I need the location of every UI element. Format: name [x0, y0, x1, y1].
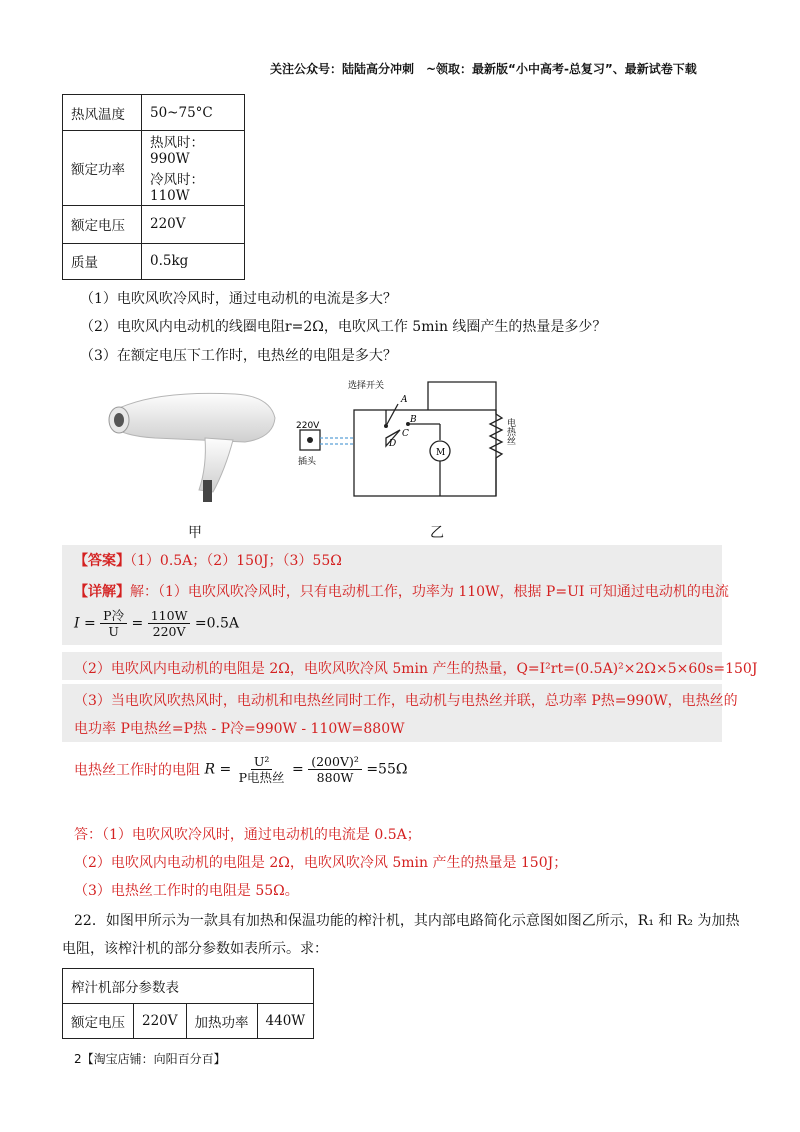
q22-line-2: 电阻，该榨汁机的部分参数如表所示。求： [62, 941, 328, 957]
voltage-value: 220V [142, 205, 245, 243]
question-1: （1）电吹风吹冷风时，通过电动机的电流是多大？ [80, 291, 397, 307]
eq2-den: P电热丝 [238, 770, 285, 785]
eq2-result: =55Ω [366, 761, 408, 778]
circuit-diagram [290, 378, 530, 503]
eq1-frac-b [148, 608, 191, 639]
eq1-den2: 220V [152, 624, 186, 639]
point-a-label: A [401, 395, 408, 405]
detail-tag: 【详解】 [74, 584, 130, 600]
eq2-frac-a [236, 754, 288, 785]
question-2: （2）电吹风内电动机的线圈电阻r=2Ω，电吹风工作 5min 线圈产生的热量是多少？ [80, 319, 607, 335]
answer-tag: 【答案】 [74, 553, 130, 569]
equation-1: I = $\frac{\text{P冷}}{U}$ = $\frac{110W}{220V}$ =0.5A [74, 608, 240, 639]
motor-symbol: M [436, 448, 446, 458]
mass-label: 质量 [63, 243, 142, 279]
page-footer: 2【淘宝店铺：向阳百分百】 [74, 1052, 226, 1066]
heater-label: 电热丝 [505, 418, 515, 445]
temp-label: 热风温度 [63, 95, 142, 131]
page-header: 关注公众号：陆陆高分冲刺 ~领取：最新版“小中高考-总复习”、最新试卷下载 [270, 62, 697, 76]
final-answer-2: （2）电吹风内电动机的电阻是 2Ω，电吹风吹冷风 5min 产生的热量是 150J； [74, 855, 568, 871]
mass-value: 0.5kg [142, 243, 245, 279]
eq1-num2: 110W [148, 608, 191, 624]
final-answer-3: （3）电热丝工作时的电阻是 55Ω。 [74, 883, 299, 899]
plug-voltage: 220V [296, 421, 320, 431]
eq2-lhs: R = [204, 761, 232, 778]
point-c-label: C [402, 429, 409, 439]
eq1-num: P冷 [100, 608, 127, 624]
eq1-lhs: I = [74, 615, 96, 632]
answer-line [74, 550, 342, 570]
eq2-num2: (200V)² [308, 754, 362, 770]
eq2-den2: 880W [316, 770, 354, 785]
juicer-voltage-label: 额定电压 [63, 1004, 134, 1039]
temp-value: 50~75°C [142, 95, 245, 131]
detail-line-1 [74, 581, 729, 601]
switch-label: 选择开关 [348, 381, 385, 391]
detail-1: 解：（1）电吹风吹冷风时，只有电动机工作，功率为 110W，根据 P=UI 可知通过电动机的电流 [130, 584, 729, 600]
hair-dryer-illustration [95, 380, 295, 505]
final-answer-1: 答：（1）电吹风吹冷风时，通过电动机的电流是 0.5A； [74, 827, 421, 843]
q22-line-1: 22．如图甲所示为一款具有加热和保温功能的榨汁机，其内部电路简化示意图如图乙所示，R₁ 和 R₂ 为加热 [74, 913, 740, 929]
detail-2: （2）电吹风内电动机的电阻是 2Ω，电吹风吹冷风 5min 产生的热量，Q=I²rt=(0.5A)²×2Ω×5×60s=150J [74, 661, 758, 677]
eq2-frac-b [308, 754, 362, 785]
eq1-den: U [108, 624, 119, 639]
spec-table [62, 94, 245, 280]
juicer-power-label: 加热功率 [186, 1004, 257, 1039]
point-b-label: B [410, 415, 417, 425]
eq1-frac-a [100, 608, 127, 639]
eq2-num: U² [251, 754, 273, 770]
equation-2: 电热丝工作时的电阻 R = $\frac{\text{U²}}{\text{P电热丝}}$ = $\frac{\text{(200V)²}}{880W}$ =55Ω [74, 754, 408, 785]
power-cold: 冷风时：110W [142, 167, 245, 205]
juicer-table [62, 968, 314, 1039]
juicer-voltage-value: 220V [134, 1004, 187, 1039]
plug-label: 插头 [298, 457, 317, 467]
juicer-table-title: 榨汁机部分参数表 [63, 969, 314, 1004]
caption-yi: 乙 [430, 525, 444, 541]
power-hot: 热风时：990W [142, 131, 245, 168]
detail-3a: （3）当电吹风吹热风时，电动机和电热丝同时工作，电动机与电热丝并联，总功率 P热=990W，电热丝的 [74, 693, 738, 709]
question-3: （3）在额定电压下工作时，电热丝的电阻是多大？ [80, 348, 397, 364]
point-d-label: D [389, 439, 397, 449]
eq2-prefix: 电热丝工作时的电阻 [74, 762, 200, 779]
detail-3b: 电功率 P电热丝=P热 - P冷=990W - 110W=880W [74, 721, 405, 737]
juicer-power-value: 440W [257, 1004, 314, 1039]
eq1-result: =0.5A [194, 615, 240, 632]
power-label: 额定功率 [63, 131, 142, 206]
caption-jia: 甲 [188, 525, 202, 541]
voltage-label: 额定电压 [63, 205, 142, 243]
answer-text: （1）0.5A；（2）150J；（3）55Ω [130, 553, 342, 569]
